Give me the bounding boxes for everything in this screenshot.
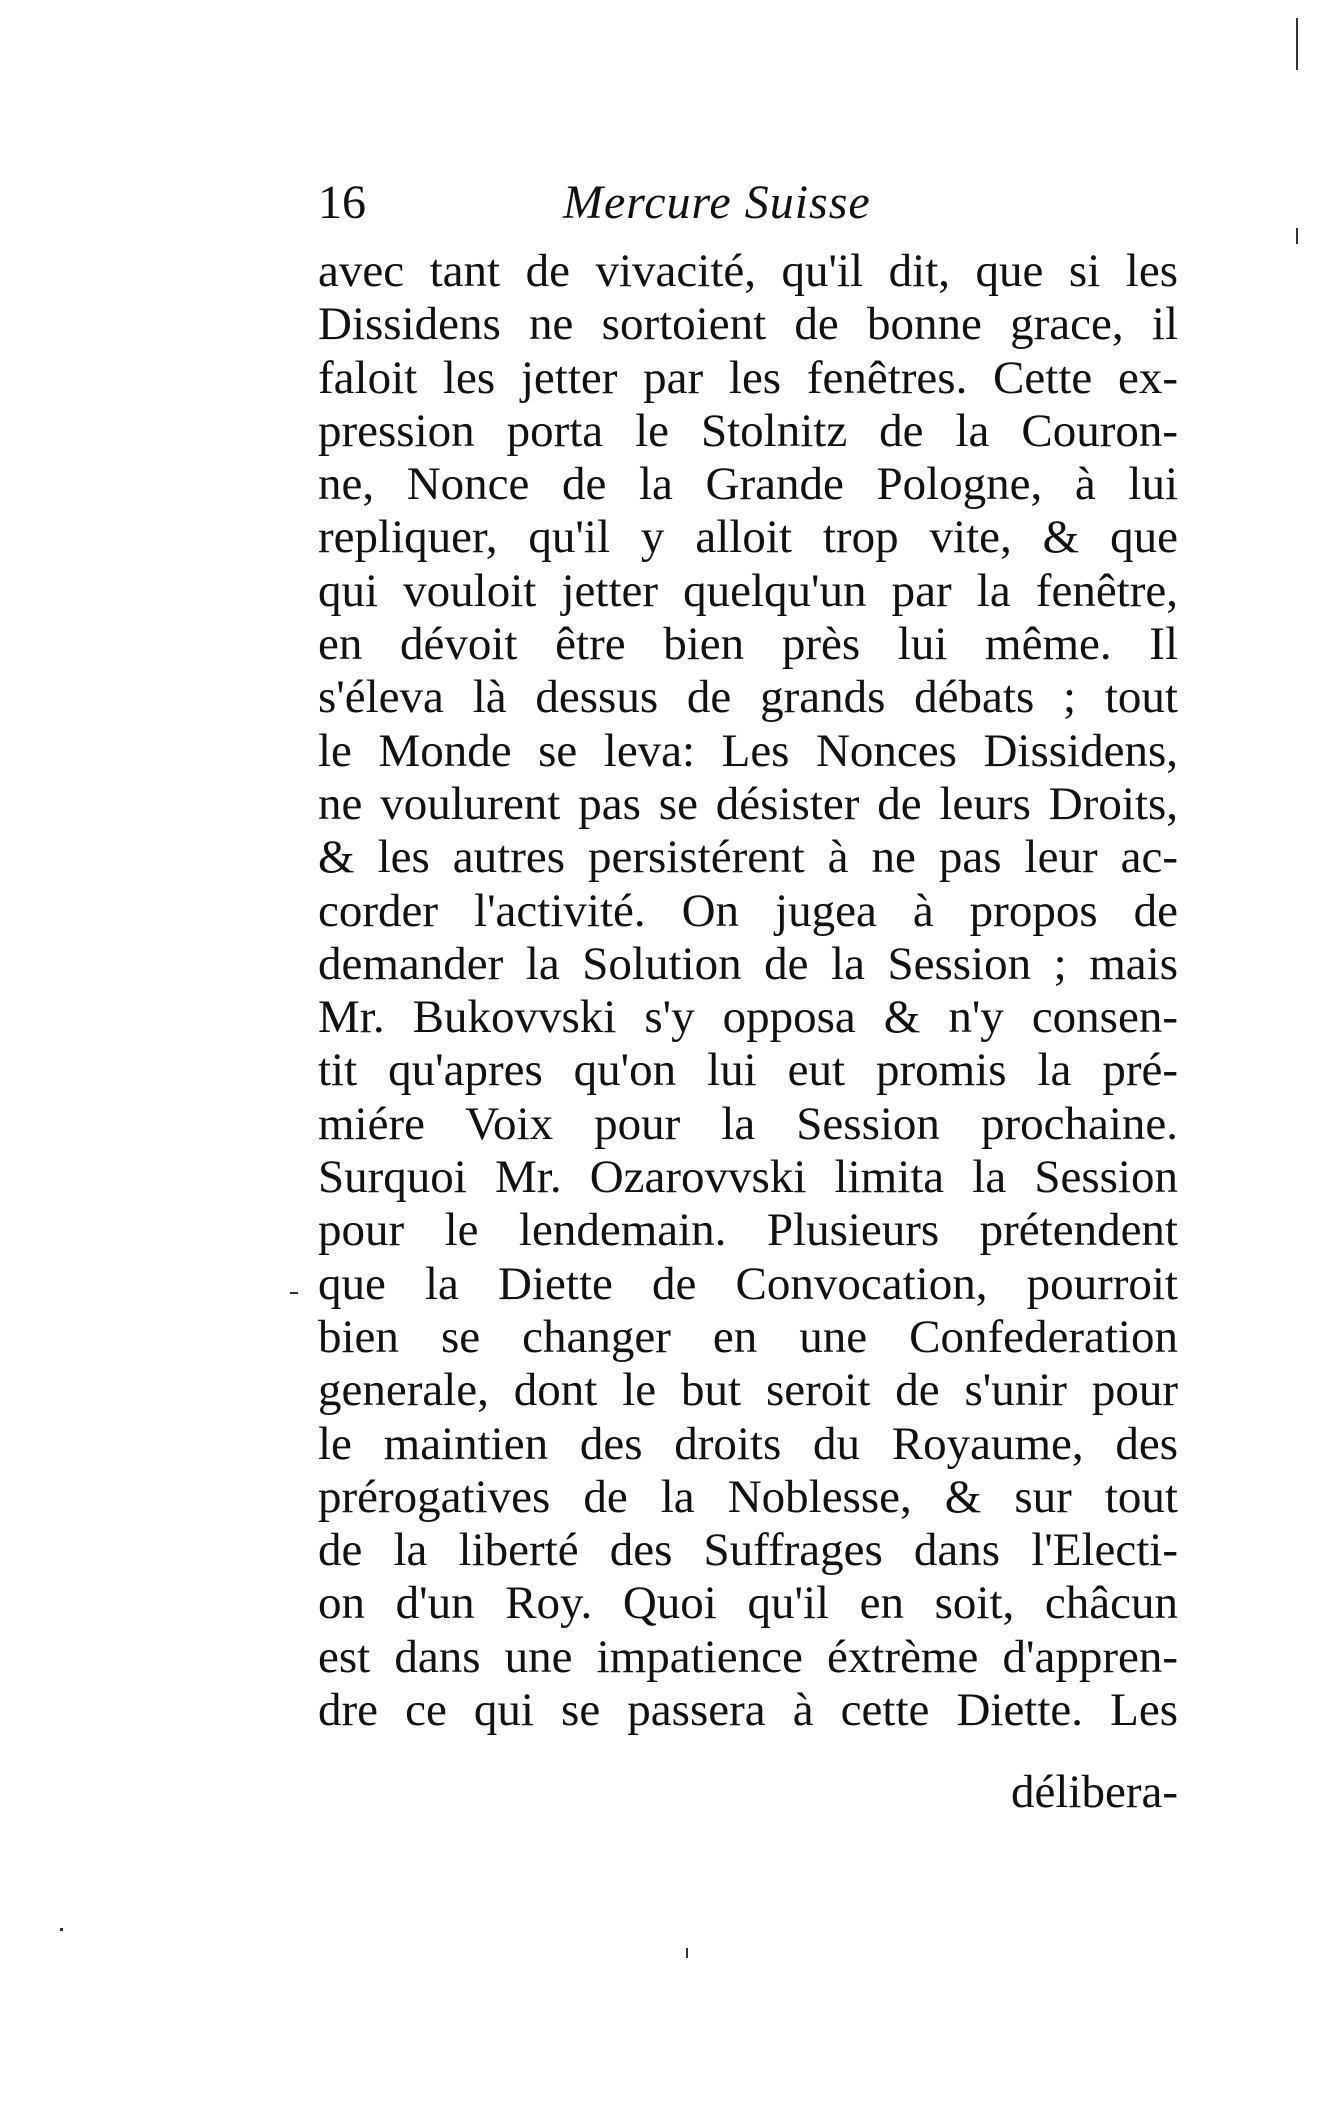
page-number: 16: [318, 176, 366, 229]
text-line: que la Diette de Convocation, pourroit: [318, 1257, 1178, 1310]
text-line: repliquer, qu'il y alloit trop vite, & que: [318, 511, 1178, 564]
text-line: pour le lendemain. Plusieurs prétendent: [318, 1204, 1178, 1257]
text-line: ne voulurent pas se désister de leurs Droits,: [318, 777, 1178, 830]
text-line: miére Voix pour la Session prochaine.: [318, 1097, 1178, 1150]
text-line: en dévoit être bien près lui même. Il: [318, 618, 1178, 671]
text-line: pression porta le Stolnitz de la Couron-: [318, 404, 1178, 457]
text-line: avec tant de vivacité, qu'il dit, que si les: [318, 245, 1178, 297]
margin-mark-bottom-center: [686, 1948, 688, 1958]
text-line: Surquoi Mr. Ozarovvski limita la Session: [318, 1151, 1178, 1204]
text-line: faloit les jetter par les fenêtres. Cette ex-: [318, 351, 1178, 404]
text-line: s'éleva là dessus de grands débats ; tout: [318, 671, 1178, 724]
margin-mark-bottom: [60, 1928, 63, 1931]
margin-mark-left: [290, 1292, 298, 1294]
running-head: [318, 168, 1178, 238]
catchword: délibera-: [1010, 1766, 1178, 1818]
text-line: corder l'activité. On jugea à propos de: [318, 884, 1178, 937]
text-line: demander la Solution de la Session ; mais: [318, 937, 1178, 990]
text-line: le maintien des droits du Royaume, des: [318, 1417, 1178, 1470]
text-line: prérogatives de la Noblesse, & sur tout: [318, 1470, 1178, 1523]
text-line: & les autres persistérent à ne pas leur ac-: [318, 831, 1178, 884]
text-line: on d'un Roy. Quoi qu'il en soit, châcun: [318, 1577, 1178, 1630]
text-line: generale, dont le but seroit de s'unir pour: [318, 1364, 1178, 1417]
margin-mark-top-short: [1296, 228, 1298, 244]
text-line: le Monde se leva: Les Nonces Dissidens,: [318, 724, 1178, 777]
text-line: tit qu'apres qu'on lui eut promis la pré-: [318, 1044, 1178, 1097]
body-text: [318, 245, 1178, 1737]
text-line: Mr. Bukovvski s'y opposa & n'y consen-: [318, 991, 1178, 1044]
running-title: Mercure Suisse: [563, 176, 871, 229]
text-line: bien se changer en une Confederation: [318, 1310, 1178, 1363]
text-line: qui vouloit jetter quelqu'un par la fenêtre,: [318, 564, 1178, 617]
text-line: Dissidens ne sortoient de bonne grace, il: [318, 298, 1178, 351]
text-line: dre ce qui se passera à cette Diette. Les: [318, 1684, 1178, 1737]
text-line: ne, Nonce de la Grande Pologne, à lui: [318, 458, 1178, 511]
text-line: est dans une impatience éxtrème d'appren-: [318, 1630, 1178, 1683]
catchword-row: [318, 1765, 1178, 1820]
text-line: de la liberté des Suffrages dans l'Electi-: [318, 1524, 1178, 1577]
margin-mark-top: [1296, 18, 1298, 70]
